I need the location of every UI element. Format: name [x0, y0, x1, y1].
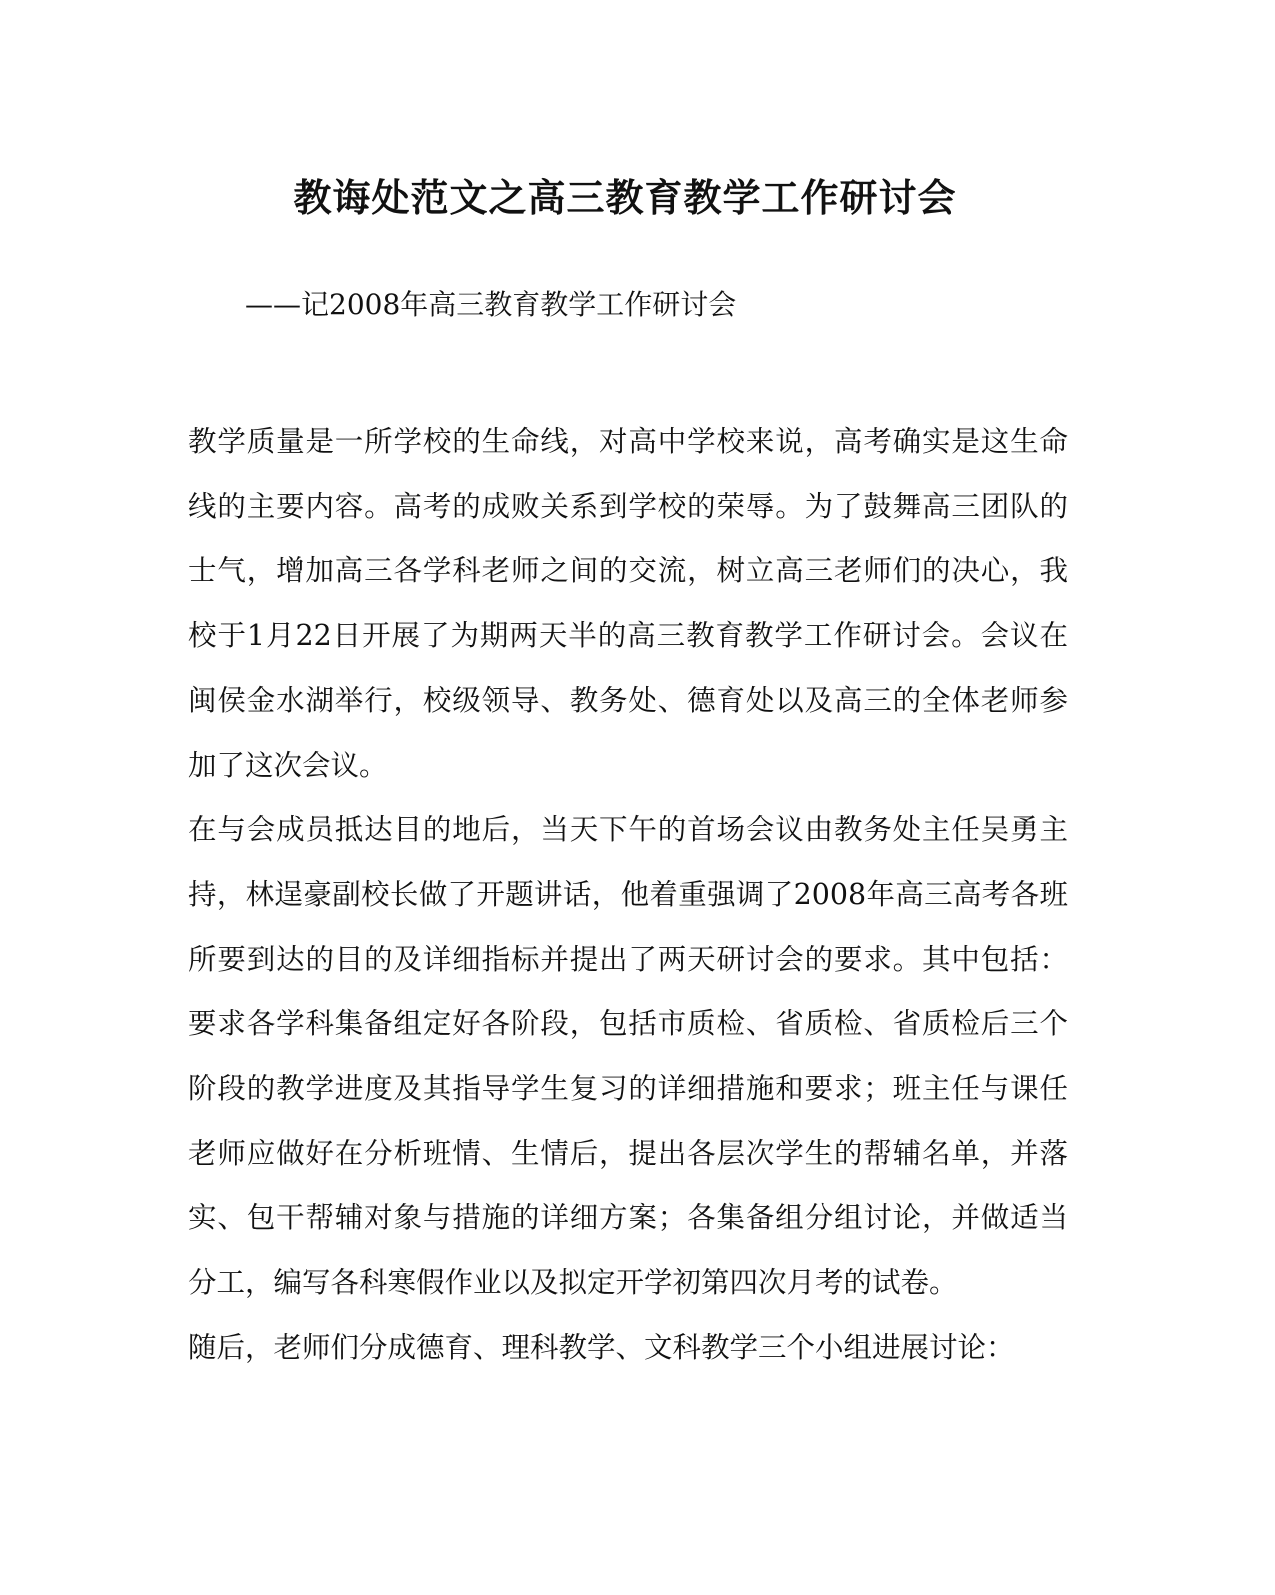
- document-subtitle: ——记2008年高三教育教学工作研讨会: [245, 288, 737, 321]
- document-title: 教诲处范文之高三教育教学工作研讨会: [293, 175, 957, 220]
- paragraph: 随后，老师们分成德育、理科教学、文科教学三个小组进展讨论：: [188, 1330, 1015, 1364]
- paragraph: 在与会成员抵达目的地后，当天下午的首场会议由教务处主任吴勇主持，林逞豪副校长做了开题讲话，他着重强调了2008年高三高考各班所要到达的目的及详细指标并提出了两天研讨会的要求。其中包括：要求各学科集备组定好各阶段，包括市质检、省质检、省质检后三个阶段的教学进度及其指导学生复习的详细措施和要求；班主任与课任老师应做好在分析班情、生情后，提出各层次学生的帮辅名单，并落实、包干帮辅对象与措施的详细方案；各集备组分组讨论，并做适当分工，编写各科寒假作业以及拟定开学初第四次月考的试卷。: [188, 813, 1068, 1300]
- document-body: [188, 410, 1068, 1381]
- paragraph: 教学质量是一所学校的生命线，对高中学校来说，高考确实是这生命线的主要内容。高考的成败关系到学校的荣辱。为了鼓舞高三团队的士气，增加高三各学科老师之间的交流，树立高三老师们的决心，我校于1月22日开展了为期两天半的高三教育教学工作研讨会。会议在闽侯金水湖举行，校级领导、教务处、德育处以及高三的全体老师参加了这次会议。: [188, 425, 1068, 782]
